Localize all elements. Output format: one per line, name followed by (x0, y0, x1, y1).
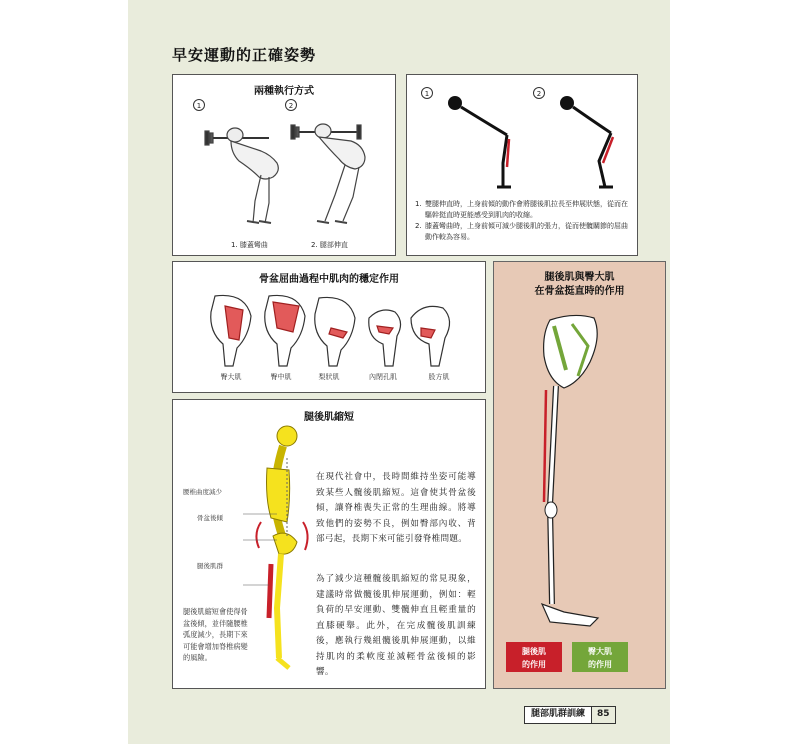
chapter-title: 腿部肌群訓練 (531, 709, 586, 719)
pelvis-muscle-illustrations (173, 288, 487, 368)
leg-skeleton-illustration (494, 306, 667, 646)
step-number-1: 1 (421, 87, 433, 99)
note-item (415, 199, 629, 221)
badge-hamstring-line1: 腿後肌 (522, 647, 546, 656)
badge-hamstring-action (506, 642, 562, 672)
panel-two-ways (172, 74, 396, 256)
note-text: 雙腿伸直時，上身前傾的動作會將腿後肌拉長至伸展狀態，從而在驅幹挺直時更能感受到肌肉的收縮。 (425, 200, 628, 219)
badge-gluteus-line2: 的作用 (588, 660, 612, 669)
note-item (415, 221, 629, 243)
page-title: 早安運動的正確姿勢 (172, 46, 317, 64)
step-number-2: 2 (533, 87, 545, 99)
badge-gluteus-action (572, 642, 628, 672)
body-paragraph-1: 在現代社會中，長時間維持坐姿可能導致某些人髖後肌縮短。這會使其骨盆後傾，讓脊椎喪失正常的生理曲線。將導致他們的姿勢不良，例如臀部內收、背部弓起，長期下來可能引發脊椎問題。 (316, 472, 476, 544)
stick-figure-illustration (407, 83, 639, 193)
muscle-label-gluteus-medius: 臀中肌 (270, 373, 292, 381)
page-footer (524, 706, 616, 724)
step-number-1: 1 (193, 99, 205, 111)
badge-gluteus-line1: 臀大肌 (588, 647, 612, 656)
note-number: 2. (415, 222, 422, 230)
stick-figure-notes (415, 199, 629, 243)
muscle-label-quadratus-femoris: 股方肌 (428, 373, 450, 381)
good-morning-illustration (173, 105, 397, 245)
label-pelvic-tilt: 骨盆後傾 (197, 514, 223, 522)
caption-knees-bent: 1. 膝蓋彎曲 (231, 241, 268, 249)
label-lumbar-curve: 腰椎曲度減少 (183, 488, 222, 496)
note-text: 膝蓋彎曲時，上身前傾可減少腿後肌的張力，從而使髖關節的屈曲動作較為容易。 (425, 222, 628, 241)
panel-pelvis-title: 骨盆屈曲過程中肌肉的穩定作用 (259, 274, 399, 285)
caption-legs-straight: 2. 腿部伸直 (311, 241, 348, 249)
muscle-label-gluteus-maximus: 臀大肌 (220, 373, 242, 381)
note-number: 1. (415, 200, 422, 208)
badge-hamstring-line2: 的作用 (522, 660, 546, 669)
body-paragraph-2: 為了減少這種髖後肌縮短的常見現象，建議時常做髖後肌伸展運動，例如：輕負荷的早安運動、雙髖伸直且輕重量的直膝硬舉。此外，在完成髖後肌訓練後，應執行幾組髖後肌伸展運動，以維持肌肉的柔軟度並減輕骨盆後傾的影響。 (316, 574, 476, 677)
side-note: 腿後肌縮短會使得骨盆後傾，並伴隨腰椎弧度減少，長期下來可能會增加脊椎病變的風險。 (183, 607, 248, 662)
panel-stick-figures (406, 74, 638, 256)
panel-muscle-action (493, 261, 666, 689)
panel-two-ways-title: 兩種執行方式 (254, 86, 314, 97)
muscle-label-obturator-internus: 內閉孔肌 (369, 373, 397, 381)
muscle-label-piriformis: 梨狀肌 (318, 373, 340, 381)
panel-shortening-title: 腿後肌縮短 (304, 412, 354, 423)
panel-pelvis-muscles (172, 261, 486, 393)
label-hamstrings: 腿後肌群 (197, 562, 223, 570)
page-number: 85 (591, 707, 615, 723)
panel-action-title-1: 腿後肌與臀大肌 (544, 272, 615, 283)
panel-hamstring-shortening (172, 399, 486, 689)
panel-action-title-2: 在骨盆挺直時的作用 (534, 286, 625, 297)
step-number-2: 2 (285, 99, 297, 111)
